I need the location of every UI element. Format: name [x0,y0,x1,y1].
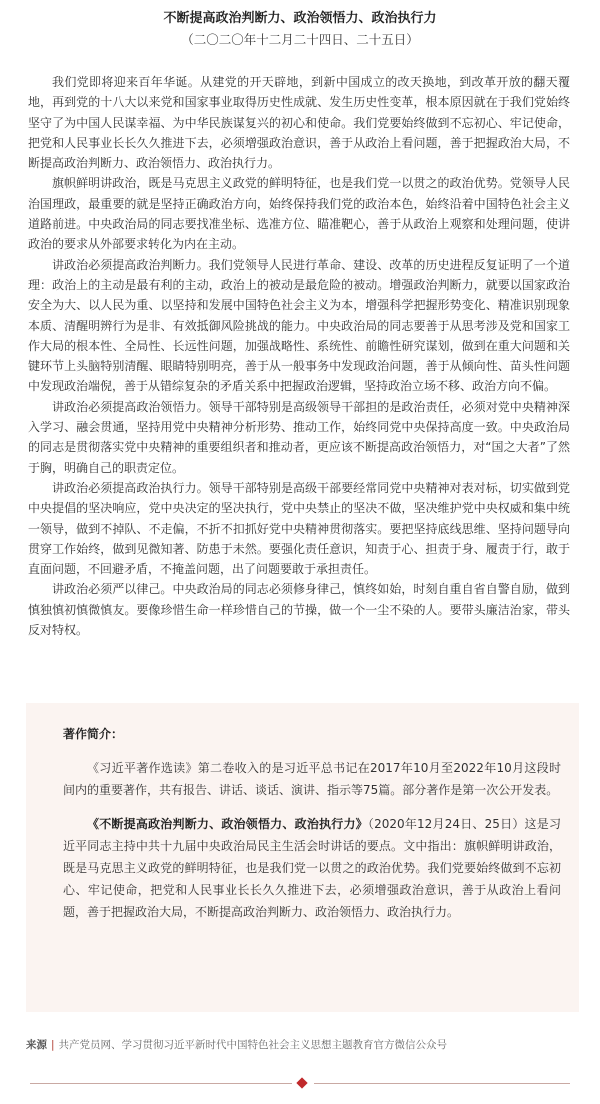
source-line [26,1038,447,1052]
body-paragraph: 讲政治必须严以律己。中央政治局的同志必须修身律己，慎终如始，时刻自重自省自警自励，做到慎独慎初慎微慎友。要像珍惜生命一样珍惜自己的节操，做一个一尘不染的人。要带头廉洁治家，带头反对特权。 [28,582,570,638]
body-paragraph: 讲政治必须提高政治领悟力。领导干部特别是高级领导干部担的是政治责任，必须对党中央精神深入学习、融会贯通，坚持用党中央精神分析形势、推动工作，始终同党中央保持高度一致。中央政治局的同志是贯彻落实党中央精神的重要组织者和推动者，更应该不断提高政治领悟力，对“国之大者”了然于胸，明确自己的职责定位。 [28,399,570,475]
divider-line-left [30,1083,292,1084]
intro-work-summary: （2020年12月24日、25日）这是习近平同志主持中共十九届中央政治局民主生活会时讲话的要点。文中指出：旗帜鲜明讲政治，既是马克思主义政党的鲜明特征，也是我们党一以贯之的政治优势。我们党要始终做到不忘初心、牢记使命，把党和人民事业长长久久推进下去，必须增强政治意识，善于从政治上看问题，善于把握政治大局，不断提高政治判断力、政治领悟力、政治执行力。 [63,817,561,919]
source-separator: | [51,1039,55,1051]
diamond-icon [296,1077,307,1088]
body-paragraph: 我们党即将迎来百年华诞。从建党的开天辟地，到新中国成立的改天换地，到改革开放的翻天覆地，再到党的十八大以来党和国家事业取得历史性成就、发生历史性变革，根本原因就在于我们党始终坚守了为中国人民谋幸福、为中华民族谋复兴的初心和使命。我们党要始终做到不忘初心、牢记使命，把党和人民事业长长久久推进下去，必须增强政治意识，善于从政治上看问题，善于把握政治大局，不断提高政治判断力、政治领悟力、政治执行力。 [28,75,570,171]
intro-paragraph: 《习近平著作选读》第二卷收入的是习近平总书记在2017年10月至2022年10月这段时间内的重要著作，共有报告、讲话、谈话、演讲、指示等75篇。部分著作是第一次公开发表。 [63,761,561,797]
divider-line-right [314,1083,570,1084]
source-label: 来源 [26,1039,47,1051]
body-paragraph: 讲政治必须提高政治执行力。领导干部特别是高级干部要经常同党中央精神对表对标，切实做到党中央提倡的坚决响应，党中央决定的坚决执行，党中央禁止的坚决不做，坚决维护党中央权威和集中统一领导，做到不掉队、不走偏，不折不扣抓好党中央精神贯彻落实。要把坚持底线思维、坚持问题导向贯穿工作始终，做到见微知著、防患于未然。要强化责任意识，知责于心、担责于身、履责于行，敢于直面问题，不回避矛盾，不掩盖问题，出了问题要敢于承担责任。 [28,480,570,577]
article-date: （二〇二〇年十二月二十四日、二十五日） [181,32,419,47]
intro-heading: 著作简介： [63,727,124,741]
body-paragraph: 讲政治必须提高政治判断力。我们党领导人民进行革命、建设、改革的历史进程反复证明了一个道理：政治上的主动是最有利的主动，政治上的被动是最危险的被动。增强政治判断力，就要以国家政治安全为大、以人民为重、以坚持和发展中国特色社会主义为本，增强科学把握形势变化、精准识别现象本质、清醒明辨行为是非、有效抵御风险挑战的能力。中央政治局的同志要善于从思考涉及党和国家工作大局的根本性、全局性、长远性问题，加强战略性、系统性、前瞻性研究谋划，做到在重大问题和关键环节上头脑特别清醒、眼睛特别明亮，善于从一般事务中发现政治问题，善于从倾向性、苗头性问题中发现政治端倪，善于从错综复杂的矛盾关系中把握政治逻辑，坚持政治立场不移、政治方向不偏。 [28,257,570,394]
source-text: 共产党员网、学习贯彻习近平新时代中国特色社会主义思想主题教育官方微信公众号 [58,1039,448,1051]
work-introduction-box [26,703,579,1012]
article-body [0,72,600,640]
intro-work-title: 《不断提高政治判断力、政治领悟力、政治执行力》 [87,817,368,831]
article-title: 不断提高政治判断力、政治领悟力、政治执行力 [163,11,437,26]
footer-divider [30,1078,570,1090]
body-paragraph: 旗帜鲜明讲政治，既是马克思主义政党的鲜明特征，也是我们党一以贯之的政治优势。党领导人民治国理政，最重要的就是坚持正确政治方向，始终保持我们党的政治本色，始终沿着中国特色社会主义道路前进。中央政治局的同志要找准坐标、选准方位、瞄准靶心，善于从政治上观察和处理问题，使讲政治的要求从外部要求转化为内在主动。 [28,176,570,252]
intro-paragraph [63,813,561,923]
